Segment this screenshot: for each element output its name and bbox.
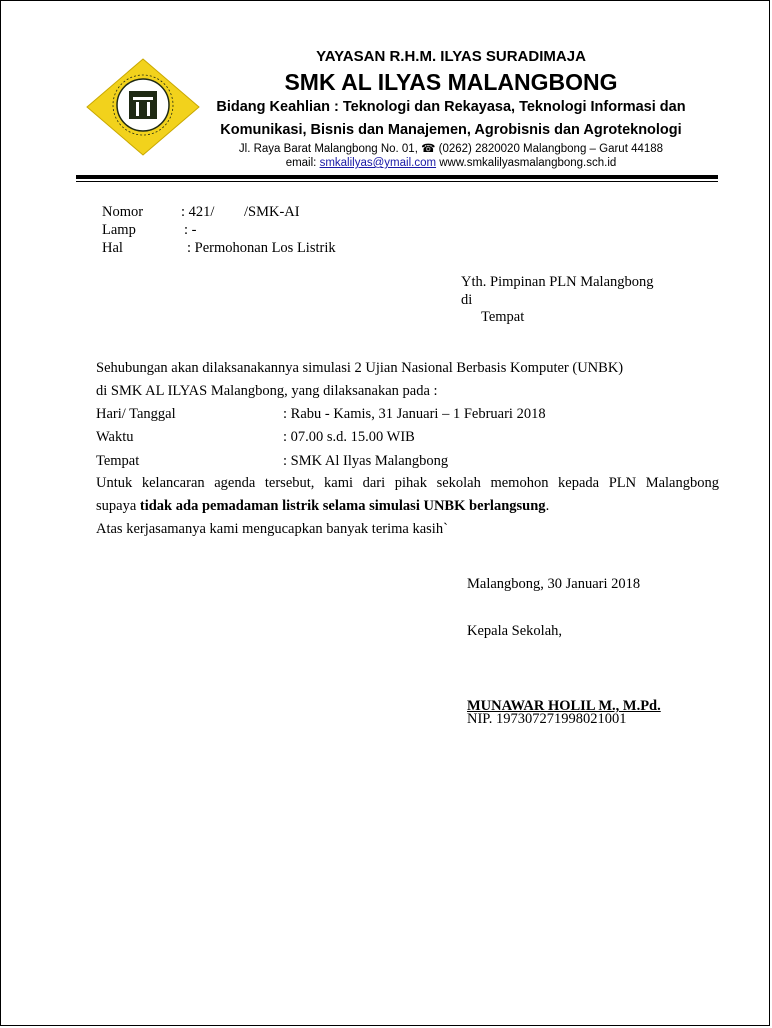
- detail-value-place: : SMK Al Ilyas Malangbong: [283, 453, 449, 469]
- address-phone: (0262) 2820020 Malangbong – Garut 44188: [438, 143, 664, 155]
- fields-line-2: Komunikasi, Bisnis dan Manajemen, Agrobisnis dan Agroteknologi: [220, 122, 682, 138]
- para2-start: supaya: [96, 498, 137, 514]
- detail-label-time: Waktu: [96, 429, 134, 445]
- email-link[interactable]: smkalilyas@ymail.com: [319, 157, 437, 169]
- header-rule-thin: [76, 181, 718, 182]
- foundation-name: YAYASAN R.H.M. ILYAS SURADIMAJA: [316, 48, 586, 65]
- detail-value-time: : 07.00 s.d. 15.00 WIB: [283, 429, 415, 445]
- school-name: SMK AL ILYAS MALANGBONG: [284, 69, 618, 95]
- address-street: Jl. Raya Barat Malangbong No. 01,: [238, 143, 418, 155]
- email-label: email:: [285, 157, 317, 169]
- signatory-position: Kepala Sekolah,: [467, 623, 563, 639]
- place-date: Malangbong, 30 Januari 2018: [467, 576, 641, 592]
- recipient-line-2: di: [461, 292, 473, 308]
- recipient-line-3: Tempat: [481, 309, 525, 325]
- hal-label: Hal: [102, 240, 123, 256]
- detail-label-place: Tempat: [96, 453, 140, 469]
- nomor-label: Nomor: [102, 204, 144, 220]
- fields-line-1: Bidang Keahlian : Teknologi dan Rekayasa, Teknologi Informasi dan: [216, 99, 686, 115]
- signatory-name: MUNAWAR HOLIL M., M.Pd.: [467, 698, 661, 714]
- website: www.smkalilyasmalangbong.sch.id: [439, 157, 617, 169]
- lamp-label: Lamp: [102, 222, 136, 238]
- signatory-nip: NIP. 197307271998021001: [467, 711, 627, 727]
- para2-end: .: [545, 498, 550, 514]
- para2-emphasis: tidak ada pemadaman listrik selama simulasi UNBK berlangsung: [139, 498, 546, 514]
- hal-value: : Permohonan Los Listrik: [187, 240, 336, 256]
- nomor-suffix: /SMK-AI: [244, 204, 300, 220]
- header-rule-thick: [76, 175, 718, 179]
- school-logo: [85, 57, 201, 157]
- phone-icon: ☎: [421, 143, 436, 155]
- body-para2-line2: [96, 498, 549, 515]
- contact-line: [201, 157, 701, 169]
- body-para1-line1: Sehubungan akan dilaksanakannya simulasi 2 Ujian Nasional Berbasis Komputer (UNBK): [96, 360, 624, 376]
- body-closing: Atas kerjasamanya kami mengucapkan banyak terima kasih`: [96, 521, 448, 537]
- body-para1-line2: di SMK AL ILYAS Malangbong, yang dilaksanakan pada :: [96, 383, 438, 399]
- nomor-value: : 421/: [181, 204, 215, 220]
- lamp-value: : -: [184, 222, 197, 238]
- detail-label-date: Hari/ Tanggal: [96, 406, 176, 422]
- body-para2-line1: Untuk kelancaran agenda tersebut, kami dari pihak sekolah memohon kepada PLN Malangbong: [96, 475, 719, 491]
- recipient-line-1: Yth. Pimpinan PLN Malangbong: [461, 274, 654, 290]
- detail-value-date: : Rabu - Kamis, 31 Januari – 1 Februari 2018: [283, 406, 546, 422]
- address-line: [201, 141, 701, 155]
